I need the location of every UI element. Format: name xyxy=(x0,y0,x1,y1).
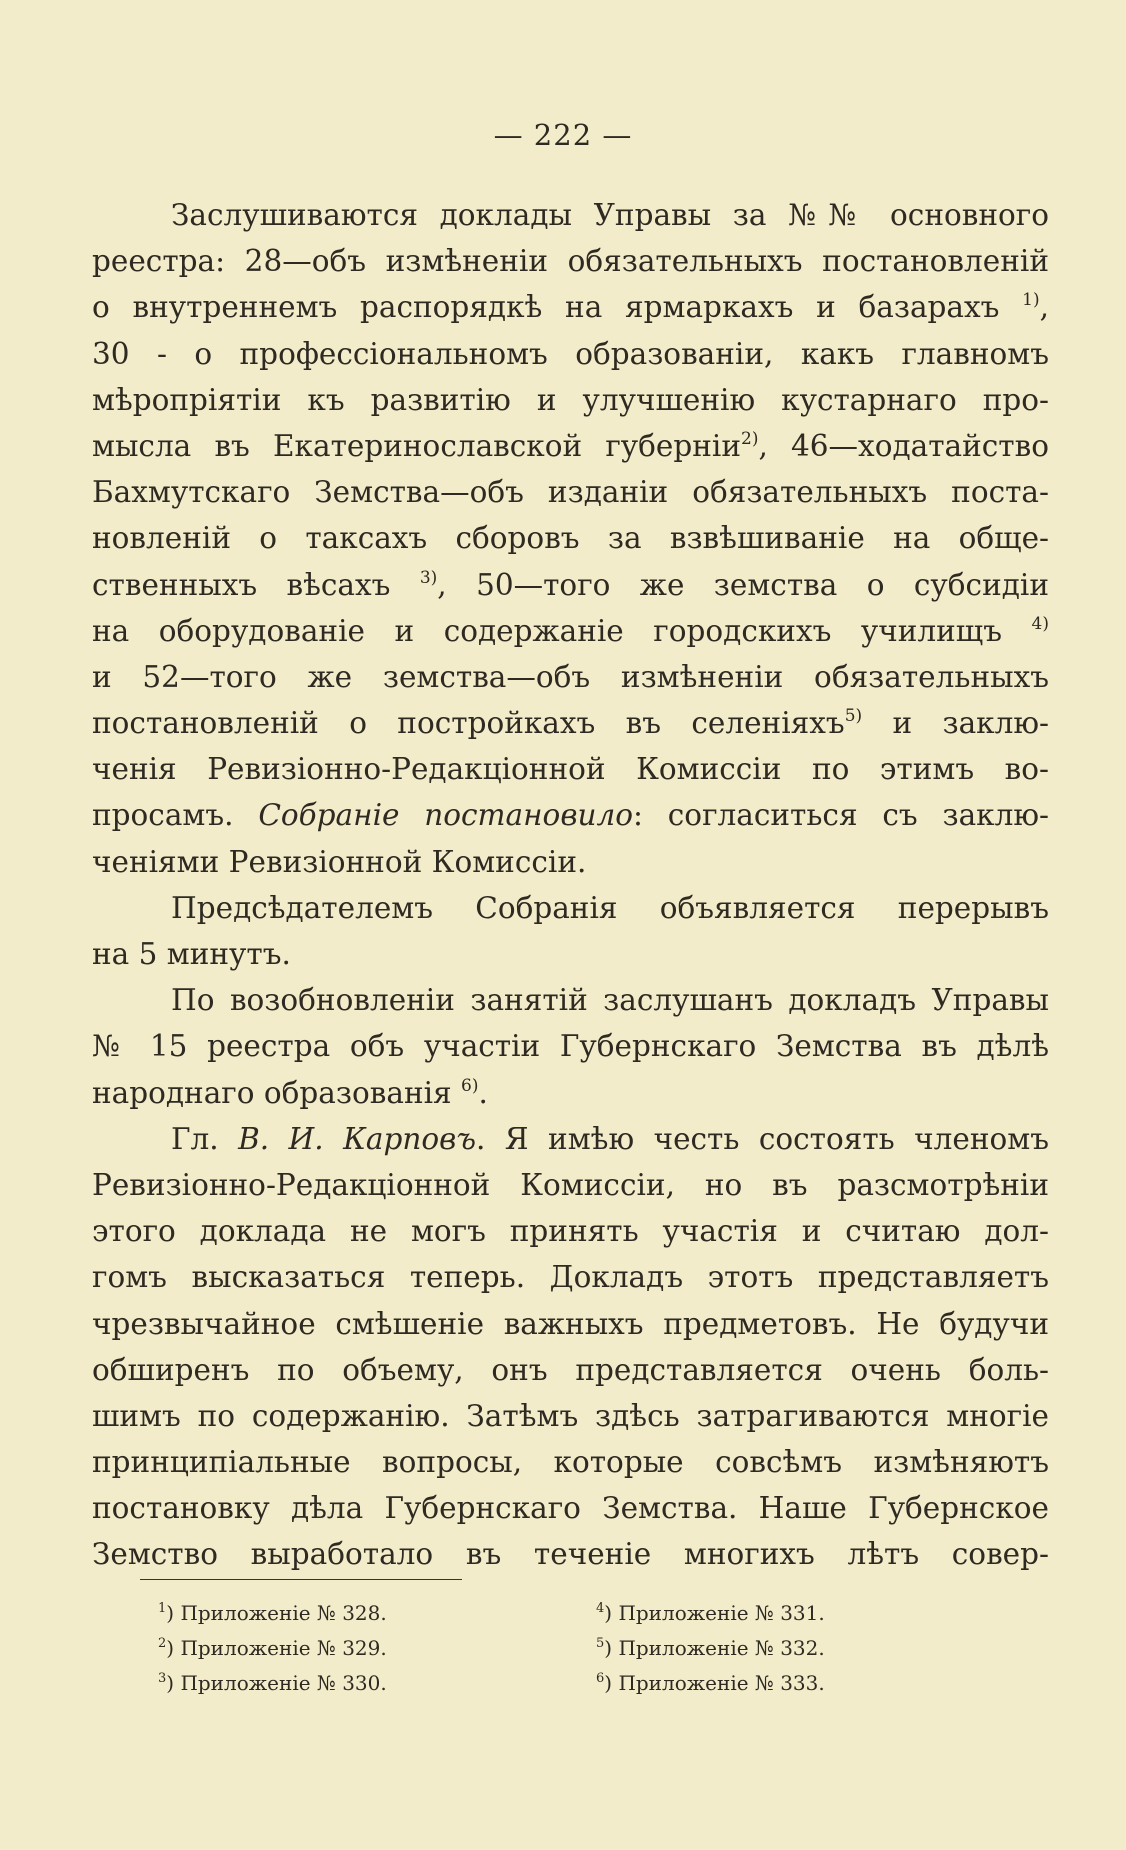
page-number: — 222 — xyxy=(493,118,633,152)
footnote-1 xyxy=(158,1601,387,1625)
text-line: просамъ. Собраніе постановило: согласиться съ заклю- xyxy=(92,798,1049,833)
text-line: ственныхъ вѣсахъ $^{3)}$, 50—того же земства о субсидіи xyxy=(92,567,1049,602)
text-line: мысла въ Екатеринославской губерніи$^{2)}$, 46—ходатайство xyxy=(92,428,1049,463)
footnote-2 xyxy=(158,1636,387,1660)
footnote-text: ) Приложеніе № 329. xyxy=(166,1636,387,1660)
text-line: и 52—того же земства—объ измѣненіи обязательныхъ xyxy=(92,659,1049,694)
footnote-ref: 2) xyxy=(741,428,759,449)
footnote-ref: 4) xyxy=(1031,613,1049,634)
text-line: Земство выработало въ теченіе многихъ лѣтъ совер- xyxy=(92,1537,1049,1572)
footnote-ref: 6) xyxy=(461,1075,479,1096)
text-line: ченіями Ревизіонной Комиссіи. xyxy=(92,844,587,879)
text-line: шимъ по содержанію. Затѣмъ здѣсь затрагиваются многіе xyxy=(92,1398,1049,1433)
text-line: гомъ высказаться теперь. Докладъ этотъ представляетъ xyxy=(92,1260,1049,1295)
text-line: 30 - о профессіональномъ образованіи, какъ главномъ xyxy=(92,336,1049,371)
footnote-3 xyxy=(158,1671,387,1695)
text-line: постановку дѣла Губернскаго Земства. Наше Губернское xyxy=(92,1491,1049,1526)
text-line: Бахмутскаго Земства—объ изданіи обязательныхъ поста- xyxy=(92,475,1049,510)
text-line: По возобновленіи занятій заслушанъ докладъ Управы xyxy=(171,983,1049,1018)
footnote-5 xyxy=(596,1636,825,1660)
text-line: Гл. В. И. Карповъ. Я имѣю честь состоять членомъ xyxy=(171,1121,1050,1156)
text-line: этого доклада не могъ принять участія и считаю дол- xyxy=(92,1214,1049,1249)
text-line: новленій о таксахъ сборовъ за взвѣшиваніе на обще- xyxy=(92,521,1049,556)
text-line: мѣропріятіи къ развитію и улучшенію кустарнаго про- xyxy=(92,382,1049,417)
text-line: Предсѣдателемъ Собранія объявляется перерывъ xyxy=(171,890,1049,925)
paragraph-resumption xyxy=(92,977,1049,1116)
footnote-ref: 1) xyxy=(1022,290,1040,311)
paragraph-recess xyxy=(92,885,1049,977)
footnote-4 xyxy=(596,1601,825,1625)
footnote-mark: 1 xyxy=(158,1601,167,1616)
footnote-mark: 3 xyxy=(158,1671,167,1686)
text-line: на 5 минутъ. xyxy=(92,937,291,971)
text-line: о внутреннемъ распорядкѣ на ярмаркахъ и базарахъ $^{1)}$, xyxy=(92,290,1049,325)
text-line: № 15 реестра объ участіи Губернскаго Земства въ дѣлѣ xyxy=(92,1029,1049,1064)
italic-text: В. И. Карповъ xyxy=(238,1121,476,1156)
footnote-divider xyxy=(140,1579,462,1580)
text-line: постановленій о постройкахъ въ селеніяхъ$^{5)}$ и заклю- xyxy=(92,706,1050,741)
text-line: ченія Ревизіонно-Редакціонной Комиссіи по этимъ во- xyxy=(92,752,1049,787)
footnote-ref: 3) xyxy=(419,567,438,588)
text-line: на оборудованіе и содержаніе городскихъ училищъ $^{4)}$ xyxy=(92,613,1049,648)
footnote-text: ) Приложеніе № 330. xyxy=(166,1671,387,1695)
paragraph-reports xyxy=(92,192,1049,885)
paragraph-karpov-speech xyxy=(92,1116,1049,1578)
footnote-mark: 2 xyxy=(158,1636,167,1651)
footnote-text: ) Приложеніе № 333. xyxy=(604,1671,825,1695)
footnote-6 xyxy=(596,1671,825,1695)
text-line: Ревизіонно-Редакціонной Комиссіи, но въ разсмотрѣніи xyxy=(92,1167,1049,1202)
footnote-text: ) Приложеніе № 328. xyxy=(166,1601,387,1625)
footnote-ref: 5) xyxy=(844,706,863,727)
text-line: обширенъ по объему, онъ представляется очень боль- xyxy=(92,1352,1049,1387)
text-line: реестра: 28—объ измѣненіи обязательныхъ постановленій xyxy=(92,244,1049,279)
footnote-text: ) Приложеніе № 331. xyxy=(604,1601,825,1625)
text-line: принципіальные вопросы, которые совсѣмъ измѣняютъ xyxy=(92,1445,1049,1480)
footnote-text: ) Приложеніе № 332. xyxy=(604,1636,825,1660)
footnote-mark: 5 xyxy=(596,1636,605,1651)
footnote-mark: 6 xyxy=(596,1671,605,1686)
footnote-mark: 4 xyxy=(596,1601,605,1616)
text-line: чрезвычайное смѣшеніе важныхъ предметовъ. Не будучи xyxy=(92,1306,1049,1341)
text-line: народнаго образованія $^{6)}$. xyxy=(92,1075,488,1110)
body-text xyxy=(92,192,1049,1578)
italic-text: Собраніе постановило xyxy=(258,798,634,833)
text-line: Заслушиваются доклады Управы за №№ основного xyxy=(171,198,1049,232)
